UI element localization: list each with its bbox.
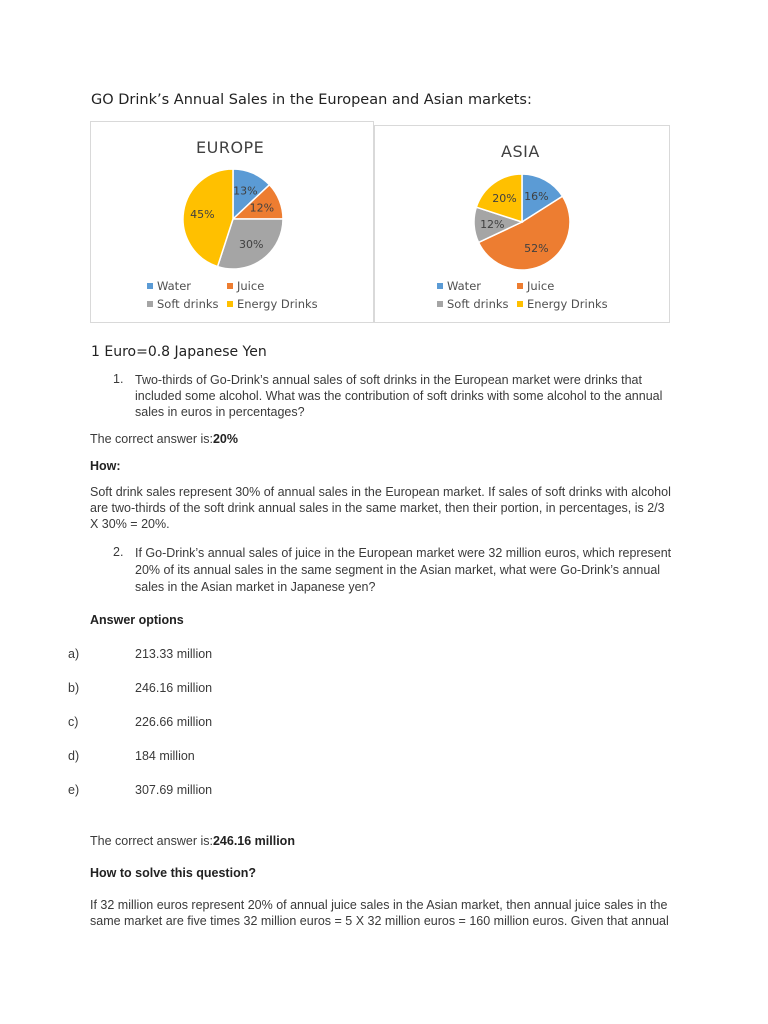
pie-data-label: 45% — [190, 208, 215, 222]
option-value: 226.66 million — [135, 715, 213, 729]
europe-chart — [90, 121, 374, 323]
question-text-line: Two-thirds of Go-Drink’s annual sales of soft drinks in the European market were drinks that — [135, 373, 642, 387]
legend-label: Water — [157, 279, 191, 293]
option-value: 184 million — [135, 749, 195, 763]
explanation-line: are two-thirds of the soft drink annual sales in the same market, then their portion, in percentages, is 2/3 — [90, 501, 665, 515]
correct-answer — [90, 833, 295, 850]
pie-data-label: 13% — [233, 184, 258, 198]
legend-item-soft-drinks — [437, 297, 509, 311]
legend-label: Energy Drinks — [527, 297, 608, 311]
page-title: GO Drink’s Annual Sales in the European and Asian markets: — [91, 92, 532, 108]
answer-prefix: The correct answer is: — [90, 834, 213, 848]
pie-data-label: 12% — [249, 201, 275, 215]
legend-swatch — [437, 301, 443, 307]
legend-label: Water — [447, 279, 481, 293]
question-text-line: included some alcohol. What was the contribution of soft drinks with some alcohol to the annual — [135, 389, 663, 403]
legend-item-juice — [517, 279, 554, 293]
option-letter: d) — [68, 749, 80, 763]
option-value: 246.16 million — [135, 681, 213, 695]
how-label-text: How to solve this question? — [90, 866, 256, 880]
chart-title: EUROPE — [196, 138, 265, 157]
legend-swatch — [227, 283, 233, 289]
option-value: 307.69 million — [135, 783, 213, 797]
legend-label: Soft drinks — [157, 297, 219, 311]
legend-item-soft-drinks — [147, 297, 219, 311]
pie-data-label: 16% — [524, 189, 549, 203]
question-text-line: sales in the Asian market in Japanese yen? — [135, 580, 376, 594]
option-letter: e) — [68, 783, 80, 797]
explanation-line: X 30% = 20%. — [90, 517, 170, 531]
option-value: 213.33 million — [135, 647, 213, 661]
pie-data-label: 30% — [238, 238, 264, 252]
answer-value: 20% — [212, 432, 238, 446]
question-number: 2. — [113, 545, 124, 559]
legend-label: Energy Drinks — [237, 297, 318, 311]
options-label-text: Answer options — [90, 613, 184, 627]
question-text-line: sales in euros in percentages? — [135, 405, 305, 419]
legend-swatch — [437, 283, 443, 289]
currency-note: 1 Euro=0.8 Japanese Yen — [91, 344, 267, 360]
explanation-line: Soft drink sales represent 30% of annual sales in the European market. If sales of soft drinks with alcohol — [90, 485, 671, 499]
explanation-line: same market are five times 32 million euros = 5 X 32 million euros = 160 million euros. Given that annual — [90, 914, 669, 928]
pie-data-label: 52% — [524, 242, 549, 256]
legend-item-juice — [227, 279, 264, 293]
question-text-line: If Go-Drink’s annual sales of juice in the European market were 32 million euros, which represent — [135, 546, 672, 560]
legend-label: Juice — [527, 279, 555, 293]
question-text-line: 20% of its annual sales in the same segment in the Asian market, what were Go-Drink’s annual — [135, 563, 661, 577]
how-label — [90, 458, 121, 475]
explanation-line: If 32 million euros represent 20% of annual juice sales in the Asian market, then annual juice sales in the — [90, 898, 668, 912]
legend-item-energy-drinks — [517, 297, 608, 311]
answer-prefix: The correct answer is: — [90, 432, 213, 446]
legend-label: Juice — [237, 279, 265, 293]
legend-swatch — [227, 301, 233, 307]
how-label-text: How: — [90, 459, 121, 473]
answer-options-label — [90, 612, 184, 629]
option-letter: b) — [68, 681, 80, 695]
pie-data-label: 20% — [492, 191, 517, 205]
legend-label: Soft drinks — [447, 297, 509, 311]
legend-item-water — [437, 279, 481, 293]
pie-data-label: 12% — [480, 217, 505, 231]
how-label — [90, 865, 256, 882]
option-letter: c) — [68, 715, 79, 729]
legend-item-water — [147, 279, 191, 293]
legend-item-energy-drinks — [227, 297, 318, 311]
legend-swatch — [517, 301, 523, 307]
legend-swatch — [147, 283, 153, 289]
legend-swatch — [147, 301, 153, 307]
correct-answer — [90, 431, 238, 448]
legend-swatch — [517, 283, 523, 289]
option-letter: a) — [68, 647, 80, 661]
question-number: 1. — [113, 372, 124, 386]
asia-chart — [374, 125, 670, 323]
answer-value: 246.16 million — [212, 834, 295, 848]
chart-title: ASIA — [501, 142, 540, 161]
